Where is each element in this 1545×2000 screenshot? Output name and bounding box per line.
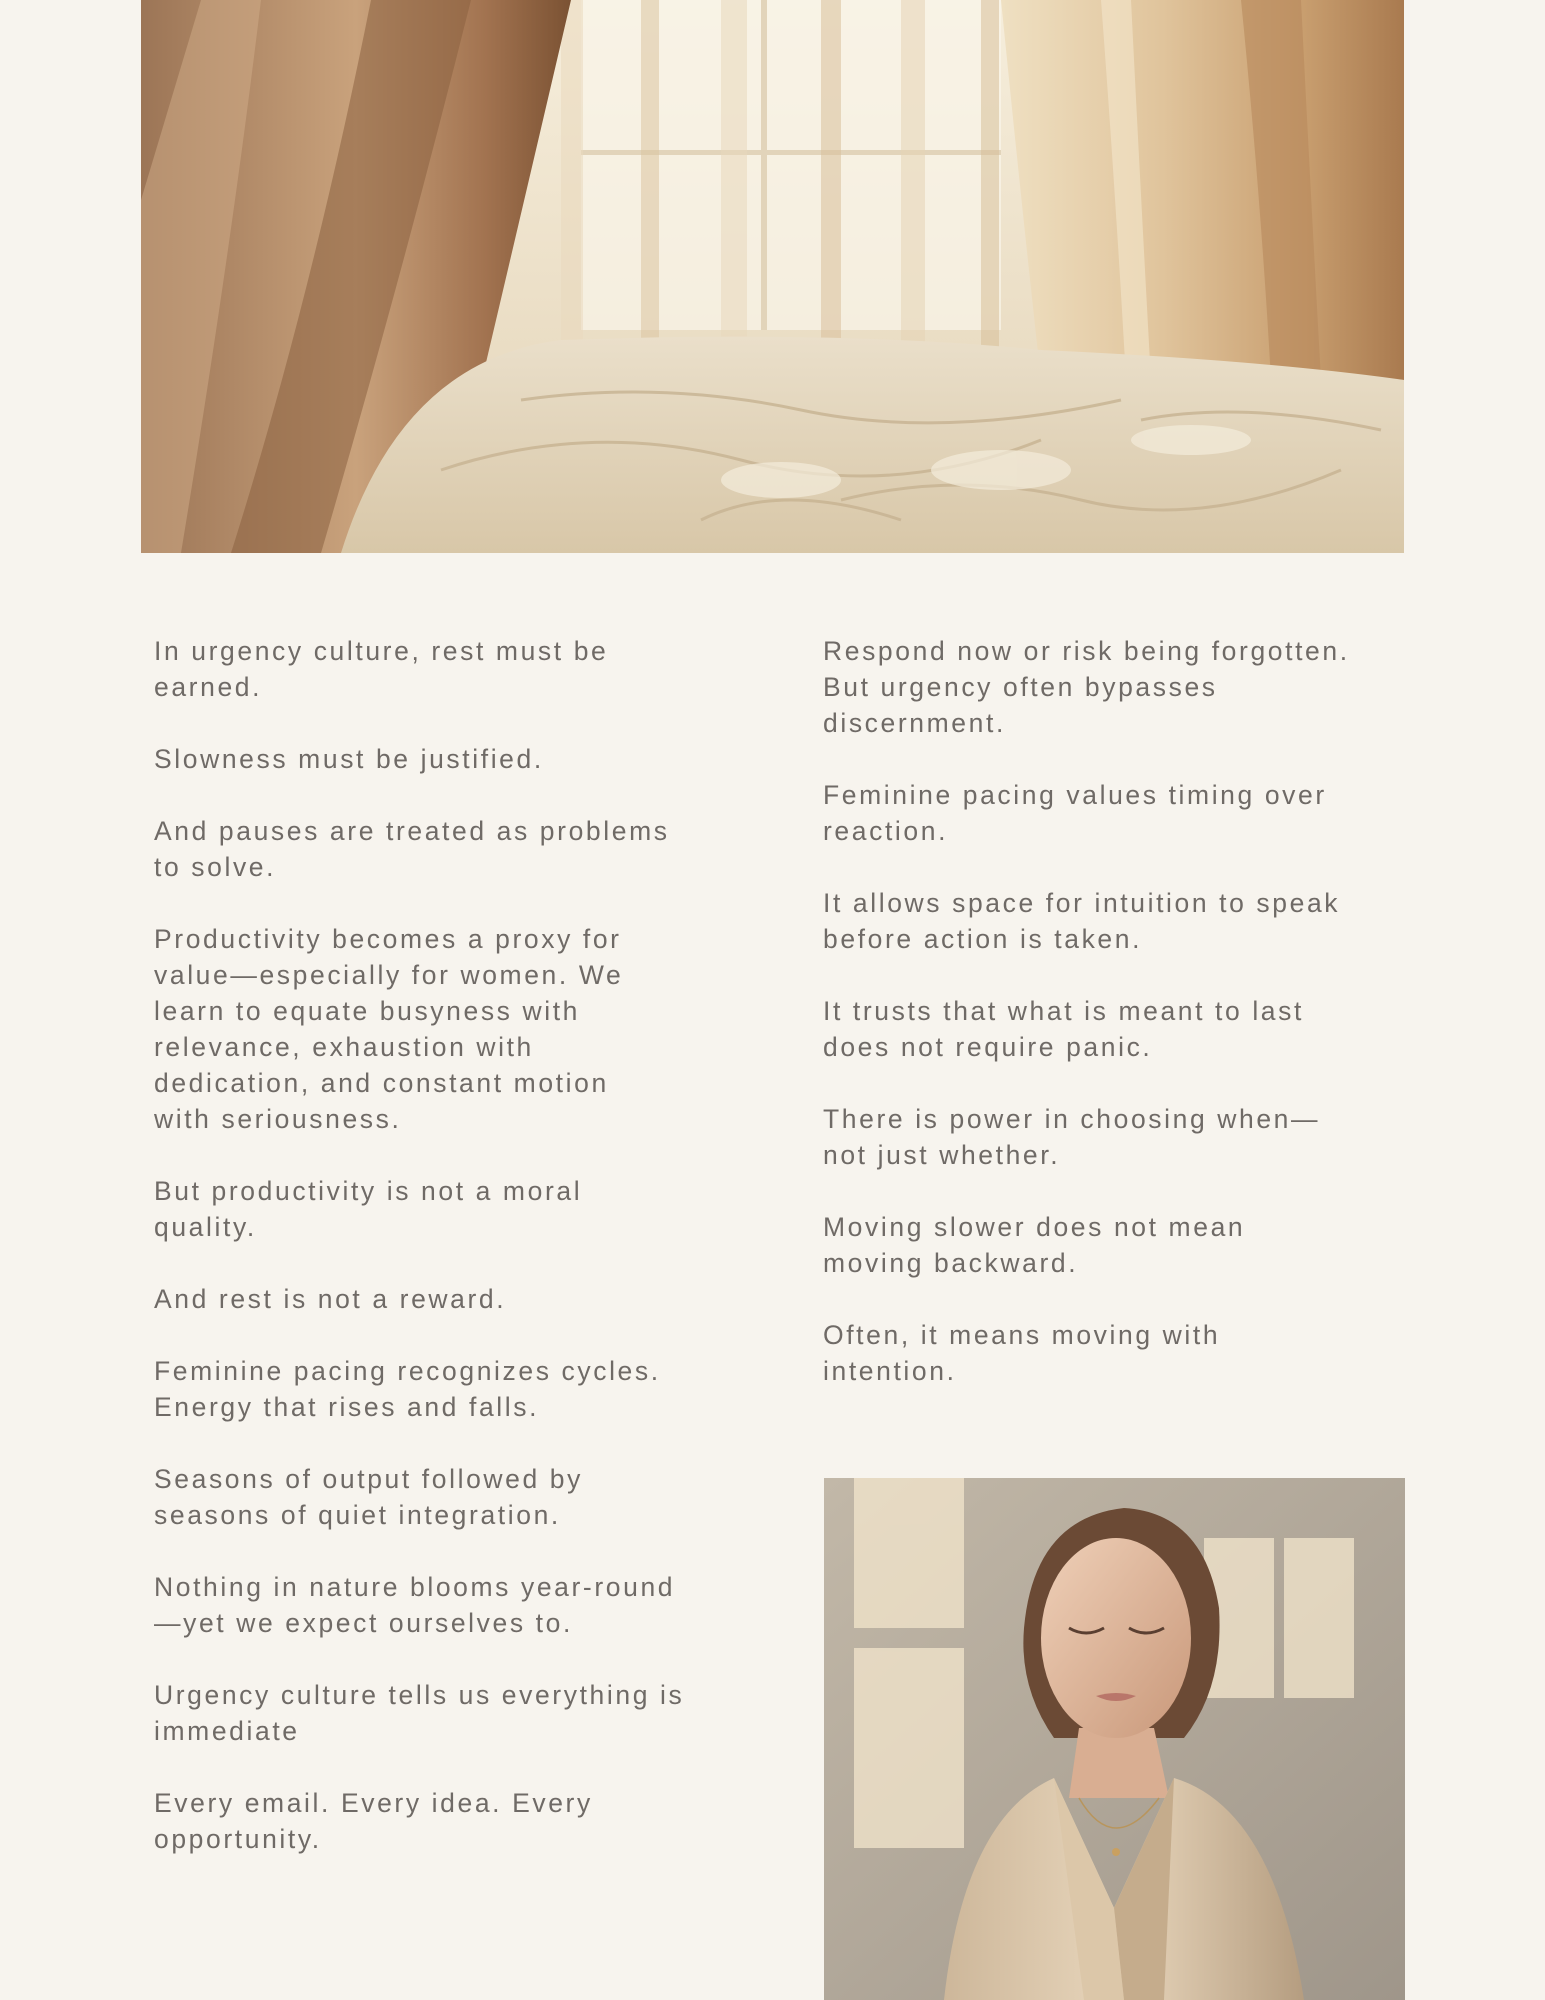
paragraph: Moving slower does not mean moving backward. — [823, 1212, 1246, 1278]
paragraph: Often, it means moving with intention. — [823, 1320, 1221, 1386]
paragraph: Seasons of output followed by seasons of quiet integration. — [154, 1464, 583, 1530]
paragraph: And rest is not a reward. — [154, 1284, 507, 1314]
paragraph: Urgency culture tells us everything is immediate — [154, 1680, 685, 1746]
paragraph: Productivity becomes a proxy for value—especially for women. We learn to equate busyness with relevance, exhaustion with dedication, and constant motion with seriousness. — [154, 924, 624, 1134]
woman-portrait-photo-icon — [824, 1478, 1405, 2000]
paragraph: Feminine pacing values timing over reaction. — [823, 780, 1327, 846]
paragraph: And pauses are treated as problems to solve. — [154, 816, 670, 882]
paragraph: It trusts that what is meant to last does not require panic. — [823, 996, 1304, 1062]
paragraph: Every email. Every idea. Every opportunity. — [154, 1788, 593, 1854]
paragraph: Respond now or risk being forgotten. But urgency often bypasses discernment. — [823, 636, 1350, 738]
right-text-column — [823, 633, 1413, 1425]
paragraph: Nothing in nature blooms year-round —yet we expect ourselves to. — [154, 1572, 676, 1638]
paragraph: It allows space for intuition to speak before action is taken. — [823, 888, 1341, 954]
left-text-column — [154, 633, 744, 1893]
paragraph: There is power in choosing when— not just whether. — [823, 1104, 1321, 1170]
hero-image — [141, 0, 1404, 553]
curtains-bed-photo-icon — [141, 0, 1404, 553]
paragraph: But productivity is not a moral quality. — [154, 1176, 583, 1242]
paragraph: Feminine pacing recognizes cycles. Energy that rises and falls. — [154, 1356, 661, 1422]
paragraph: Slowness must be justified. — [154, 744, 544, 774]
paragraph: In urgency culture, rest must be earned. — [154, 636, 609, 702]
portrait-image — [824, 1478, 1405, 2000]
